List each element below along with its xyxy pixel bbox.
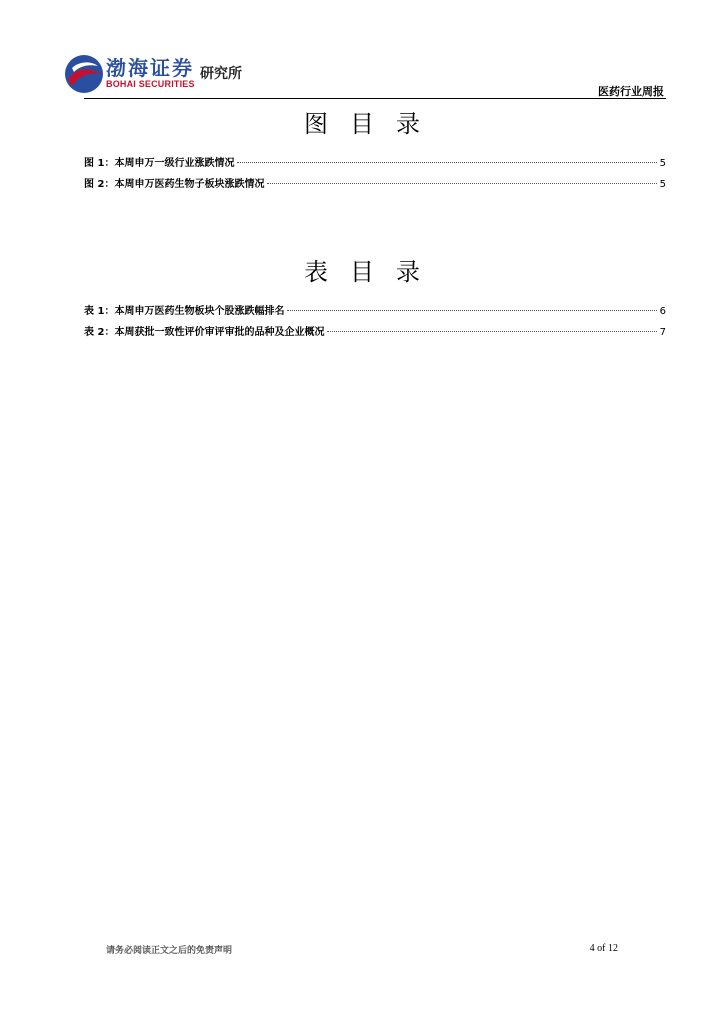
toc-leader-dots bbox=[287, 310, 656, 311]
toc-entry-label: 表 1：本周申万医药生物板块个股涨跌幅排名 bbox=[84, 306, 285, 317]
figures-toc-title: 图目录 bbox=[304, 110, 442, 138]
figures-toc-list bbox=[84, 154, 666, 196]
toc-entry-page: 7 bbox=[659, 327, 666, 338]
toc-entry-label: 图 1：本周申万一级行业涨跌情况 bbox=[84, 158, 235, 169]
toc-entry-label: 图 2：本周申万医药生物子板块涨跌情况 bbox=[84, 179, 265, 190]
toc-entry-table-2[interactable] bbox=[84, 323, 666, 344]
toc-leader-dots bbox=[267, 183, 656, 184]
toc-entry-figure-2[interactable] bbox=[84, 175, 666, 196]
report-type: 医药行业周报 bbox=[598, 85, 664, 98]
toc-entry-page: 5 bbox=[659, 179, 666, 190]
toc-entry-page: 5 bbox=[659, 158, 666, 169]
header-divider bbox=[84, 98, 666, 99]
tables-toc-title: 表目录 bbox=[304, 258, 442, 286]
toc-entry-table-1[interactable] bbox=[84, 302, 666, 323]
bohai-securities-logo bbox=[64, 50, 274, 98]
toc-entry-label: 表 2：本周获批一致性评价审评审批的品种及企业概况 bbox=[84, 327, 325, 338]
logo-english-name: BOHAI SECURITIES bbox=[106, 79, 195, 89]
logo-chinese-name: 渤海证券 bbox=[106, 56, 194, 80]
toc-entry-page: 6 bbox=[659, 306, 666, 317]
bohai-logo-icon bbox=[64, 54, 104, 94]
toc-leader-dots bbox=[237, 162, 656, 163]
toc-entry-figure-1[interactable] bbox=[84, 154, 666, 175]
footer-disclaimer: 请务必阅读正文之后的免责声明 bbox=[106, 946, 233, 956]
institute-name: 研究所 bbox=[200, 66, 242, 82]
toc-leader-dots bbox=[327, 331, 656, 332]
footer-page-indicator: 4 of 12 bbox=[589, 943, 618, 954]
tables-toc-list bbox=[84, 302, 666, 344]
